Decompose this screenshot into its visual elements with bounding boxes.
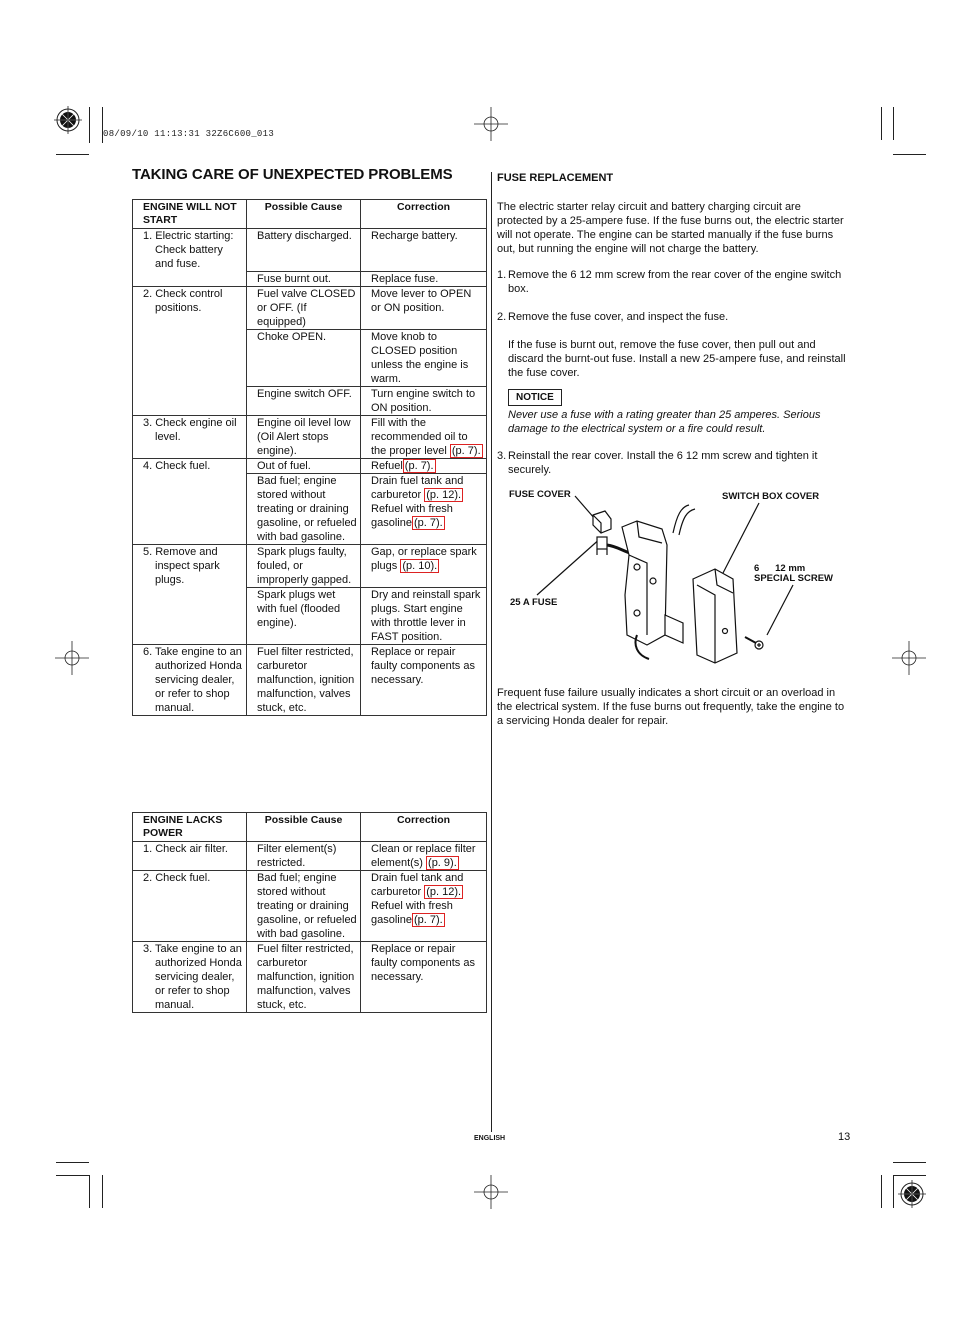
fuse-intro-paragraph <box>497 200 849 256</box>
correction-text: Refuel with fresh gasoline <box>371 900 453 926</box>
problem-cell: 2. Check control positions. <box>143 288 223 314</box>
cause-cell: Fuel filter restricted, carburetor malfunction, ignition malfunction, valves stuck, etc. <box>247 942 361 1013</box>
table-row <box>133 459 487 474</box>
cause-cell: Spark plugs wet with fuel (flooded engine). <box>247 588 361 645</box>
table-header-correction: Correction <box>361 813 487 842</box>
problem-cell: 4. Check fuel. <box>143 460 211 472</box>
correction-cell <box>361 545 487 588</box>
cause-cell: Out of fuel. <box>247 459 361 474</box>
correction-text: Drain fuel tank and carburetor <box>371 475 464 501</box>
correction-text: Clean or replace filter element(s) <box>371 843 476 869</box>
correction-cell: Replace or repair faulty components as necessary. <box>361 942 487 1013</box>
label-25a-fuse: 25 A FUSE <box>510 597 558 608</box>
step-number: 3. <box>497 450 507 462</box>
fuse-step-2-detail <box>497 338 849 380</box>
page-reference-link[interactable]: (p. 9). <box>428 857 457 869</box>
column-divider <box>491 172 492 1132</box>
problem-cell: 3. Take engine to an authorized Honda servicing dealer, or refer to shop manual. <box>143 943 242 1011</box>
problem-cell: 1. Electric starting: Check battery and fuse. <box>143 230 234 270</box>
problem-cell: 5. Remove and inspect spark plugs. <box>143 546 220 586</box>
correction-cell: Turn engine switch to ON position. <box>361 387 487 416</box>
table-row <box>133 871 487 942</box>
fuse-outro-paragraph <box>497 686 849 728</box>
fuse-box-illustration <box>497 485 849 685</box>
step-number: 1. <box>497 269 507 281</box>
paragraph-text: Frequent fuse failure usually indicates a short circuit or an overload in the electrical system. If the fuse burns out frequently, take the engine to a servicing Honda dealer for repair. <box>497 687 845 727</box>
table-row <box>133 545 487 588</box>
table-row <box>133 416 487 459</box>
table-header-problem: ENGINE WILL NOT START <box>133 200 247 229</box>
cause-cell: Engine oil level low (Oil Alert stops engine). <box>247 416 361 459</box>
table-header-cause: Possible Cause <box>247 200 361 229</box>
cause-cell: Engine switch OFF. <box>247 387 361 416</box>
label-screw-size: 6 12 mm <box>754 563 806 574</box>
step-text: Reinstall the rear cover. Install the 6 12 mm screw and tighten it securely. <box>508 450 818 476</box>
footer-language: ENGLISH <box>474 1135 506 1142</box>
problem-cell: 3. Check engine oil level. <box>143 417 237 443</box>
cause-cell: Spark plugs faulty, fouled, or improperly gapped. <box>247 545 361 588</box>
page-reference-link[interactable]: (p. 12). <box>426 886 462 898</box>
table-header-problem: ENGINE LACKS POWER <box>133 813 247 842</box>
cause-cell: Bad fuel; engine stored without treating or draining gasoline, or refueled with bad gasoline. <box>247 474 361 545</box>
correction-cell: Move knob to CLOSED position unless the engine is warm. <box>361 330 487 387</box>
cause-cell: Fuse burnt out. <box>247 272 361 287</box>
correction-text: Drain fuel tank and carburetor <box>371 872 464 898</box>
page-number: 13 <box>838 1131 851 1143</box>
correction-cell: Dry and reinstall spark plugs. Start engine with throttle lever in FAST position. <box>361 588 487 645</box>
correction-cell <box>361 459 487 474</box>
step-detail-text: If the fuse is burnt out, remove the fuse cover, then pull out and discard the burnt-out fuse. Install a new 25-ampere fuse, and reinstall the fuse cover. <box>508 339 846 379</box>
correction-text: Gap, or replace spark plugs <box>371 546 477 572</box>
notice-badge: NOTICE <box>508 389 562 406</box>
cause-cell: Choke OPEN. <box>247 330 361 387</box>
table-row <box>133 287 487 330</box>
notice-text: Never use a fuse with a rating greater than 25 amperes. Serious damage to the electrical system or a fire could result. <box>508 409 821 435</box>
correction-text: Fill with the recommended oil to the proper level <box>371 417 468 457</box>
table-row <box>133 645 487 716</box>
table-header-cause: Possible Cause <box>247 813 361 842</box>
correction-text: Refuel <box>371 460 403 472</box>
fuse-step-3 <box>497 449 849 477</box>
cause-cell: Battery discharged. <box>247 229 361 272</box>
page-reference-link[interactable]: (p. 7). <box>404 460 434 472</box>
label-fuse-cover: FUSE COVER <box>509 489 571 500</box>
cause-cell: Fuel filter restricted, carburetor malfunction, ignition malfunction, valves stuck, etc. <box>247 645 361 716</box>
sunburst-target-icon <box>898 1180 926 1208</box>
paragraph-text: The electric starter relay circuit and battery charging circuit are protected by a 25-ampere fuse. If the fuse burns out, the electric starter will not operate. The engine can be started manually if the fuse burns out, but running the engine will not charge the battery. <box>497 201 844 255</box>
correction-cell <box>361 871 487 942</box>
troubleshooting-table-lacks-power <box>132 812 487 1013</box>
troubleshooting-table-no-start <box>132 199 487 716</box>
correction-cell <box>361 842 487 871</box>
section-title-fuse-replacement: FUSE REPLACEMENT <box>497 172 614 184</box>
table-row <box>133 229 487 272</box>
correction-cell <box>361 474 487 545</box>
problem-cell: 1. Check air filter. <box>143 843 228 855</box>
table-row <box>133 842 487 871</box>
correction-text: Refuel with fresh gasoline <box>371 503 453 529</box>
page-reference-link[interactable]: (p. 7). <box>413 517 443 529</box>
correction-cell: Recharge battery. <box>361 229 487 272</box>
fuse-step-1 <box>497 268 849 296</box>
print-stamp: 08/09/10 11:13:31 32Z6C600_013 <box>103 129 275 139</box>
label-special-screw: SPECIAL SCREW <box>754 573 834 584</box>
cause-cell: Fuel valve CLOSED or OFF. (If equipped) <box>247 287 361 330</box>
sunburst-target-icon <box>54 106 82 134</box>
table-row <box>133 942 487 1013</box>
cause-cell: Bad fuel; engine stored without treating or draining gasoline, or refueled with bad gasoline. <box>247 871 361 942</box>
fuse-step-2 <box>497 310 849 324</box>
page-reference-link[interactable]: (p. 7). <box>413 914 443 926</box>
correction-cell <box>361 416 487 459</box>
table-header-correction: Correction <box>361 200 487 229</box>
problem-cell: 2. Check fuel. <box>143 872 211 884</box>
step-text: Remove the fuse cover, and inspect the fuse. <box>508 311 729 323</box>
correction-cell: Move lever to OPEN or ON position. <box>361 287 487 330</box>
page-reference-link[interactable]: (p. 10). <box>402 560 438 572</box>
page-reference-link[interactable]: (p. 7). <box>451 445 481 457</box>
step-text: Remove the 6 12 mm screw from the rear cover of the engine switch box. <box>508 269 842 295</box>
correction-cell: Replace fuse. <box>361 272 487 287</box>
page-title: TAKING CARE OF UNEXPECTED PROBLEMS <box>132 166 453 183</box>
correction-cell: Replace or repair faulty components as necessary. <box>361 645 487 716</box>
step-number: 2. <box>497 311 507 323</box>
label-switch-box-cover: SWITCH BOX COVER <box>722 491 820 502</box>
cause-cell: Filter element(s) restricted. <box>247 842 361 871</box>
problem-cell: 6. Take engine to an authorized Honda servicing dealer, or refer to shop manual. <box>143 646 242 714</box>
page-reference-link[interactable]: (p. 12). <box>426 489 462 501</box>
notice-message <box>497 408 849 436</box>
